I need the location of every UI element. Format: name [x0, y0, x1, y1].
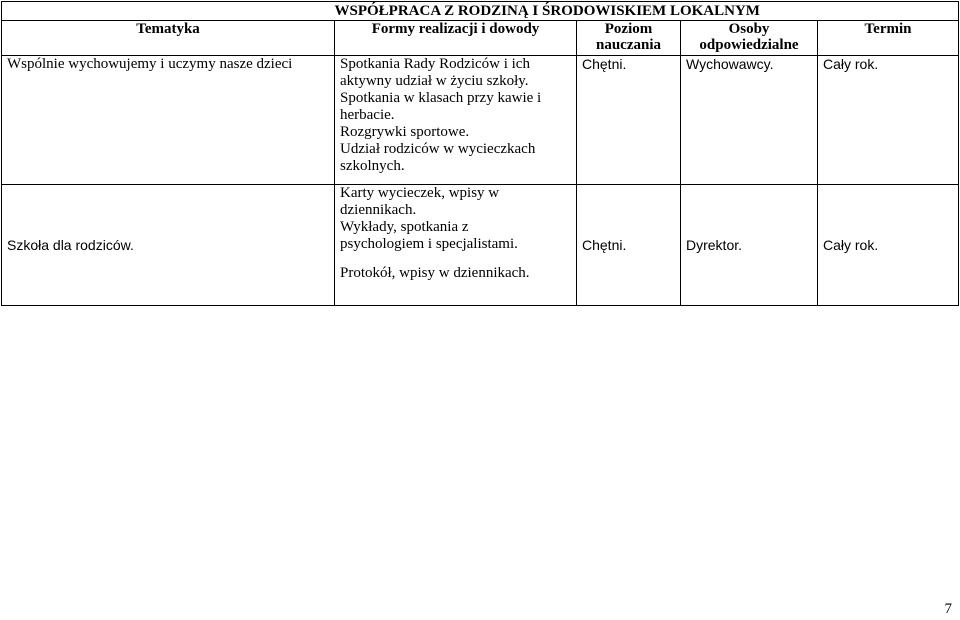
row2-formy-line: Karty wycieczek, wpisy w	[340, 185, 500, 201]
header-poziom	[577, 21, 681, 56]
row2-poziom: Chętni.	[577, 185, 681, 306]
table-header-row	[2, 21, 959, 56]
row2-formy-line: dziennikach.	[340, 202, 417, 218]
row1-formy-line: Udział rodziców w wycieczkach	[340, 141, 536, 157]
row1-termin: Cały rok.	[818, 56, 959, 185]
table-title: WSPÓŁPRACA Z RODZINĄ I ŚRODOWISKIEM LOKALNYM	[335, 2, 959, 21]
row1-formy-line: Rozgrywki sportowe.	[340, 124, 470, 140]
header-poziom-line2: nauczania	[595, 37, 661, 53]
row1-formy-line: szkolnych.	[340, 158, 405, 174]
row2-tematyka: Szkoła dla rodziców.	[2, 185, 335, 306]
row1-formy-line: Spotkania w klasach przy kawie i	[340, 90, 542, 106]
row2-formy-gap	[340, 253, 571, 265]
row2-formy	[335, 185, 577, 306]
row1-poziom: Chętni.	[577, 56, 681, 185]
header-termin: Termin	[818, 21, 959, 56]
row1-tematyka: Wspólnie wychowujemy i uczymy nasze dzieci	[2, 56, 335, 185]
row2-formy-line: Protokół, wpisy w dziennikach.	[340, 265, 530, 281]
row1-formy	[335, 56, 577, 185]
header-tematyka: Tematyka	[2, 21, 335, 56]
row2-termin: Cały rok.	[818, 185, 959, 306]
cooperation-table	[1, 1, 959, 306]
row2-osoby: Dyrektor.	[681, 185, 818, 306]
row1-formy-line: herbacie.	[340, 107, 395, 123]
page-number: 7	[944, 601, 952, 617]
table-caption-row	[2, 2, 959, 21]
row1-formy-line: Spotkania Rady Rodziców i ich	[340, 56, 530, 72]
table-row	[2, 56, 959, 185]
header-formy: Formy realizacji i dowody	[335, 21, 577, 56]
header-osoby-line1: Osoby	[728, 21, 770, 37]
header-poziom-line1: Poziom	[604, 21, 653, 37]
header-osoby-line2: odpowiedzialne	[699, 37, 799, 53]
row2-formy-line: Wykłady, spotkania z	[340, 219, 469, 235]
table-row	[2, 185, 959, 306]
caption-spacer	[2, 2, 335, 21]
row1-osoby: Wychowawcy.	[681, 56, 818, 185]
row1-formy-line: aktywny udział w życiu szkoły.	[340, 73, 529, 89]
header-osoby	[681, 21, 818, 56]
row2-formy-line: psychologiem i specjalistami.	[340, 236, 518, 252]
